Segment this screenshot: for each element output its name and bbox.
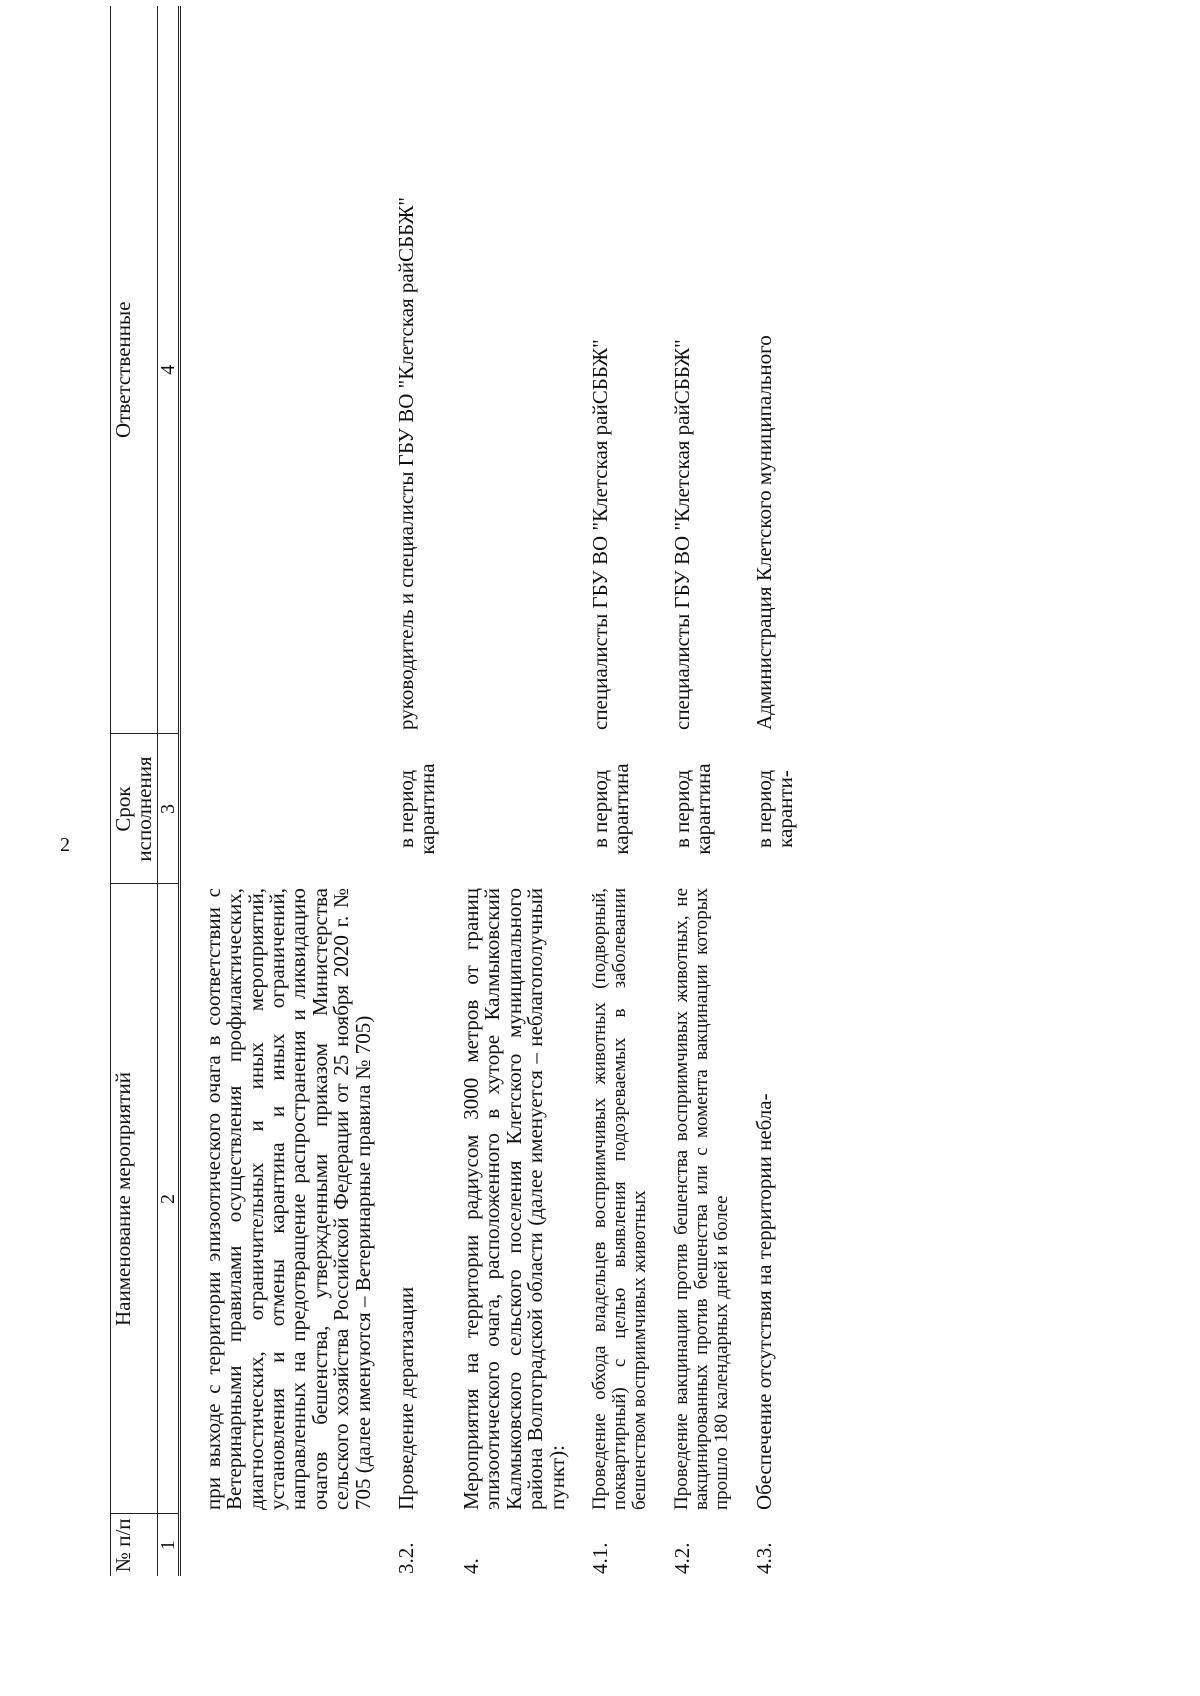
column-number: 4	[157, 6, 179, 734]
table-row	[179, 6, 396, 1576]
table-header-row	[111, 6, 158, 1576]
column-number: 2	[157, 884, 179, 1514]
row-number: 4.	[458, 1558, 483, 1574]
header-deadline: Срок исполнения	[111, 734, 158, 884]
row-deadline: в период каранти-	[751, 769, 797, 849]
column-number: 1	[157, 1514, 179, 1576]
row-responsible	[461, 6, 590, 734]
row-responsible: специалисты ГБУ ВО "Клетская райСББЖ"	[669, 339, 694, 730]
row-deadline	[179, 734, 396, 884]
row-number	[179, 1514, 396, 1576]
row-responsible: специалисты ГБУ ВО "Клетская райСББЖ"	[587, 339, 612, 730]
row-number: 4.3.	[751, 1542, 776, 1574]
header-measures: Наименование мероприятий	[111, 884, 158, 1514]
row-number: 3.2.	[394, 1542, 419, 1574]
row-responsible	[179, 6, 396, 734]
row-measure: Мероприятия на территории радиусом 3000 метров от границ эпизоотического очага, расположенного в хуторе Калмыковский Калмыковского сельского поселения Клетского муниципального района Волгоградской области (далее именуется – неблагополучный пункт):	[458, 888, 569, 1510]
row-responsible: руководитель и специалисты ГБУ ВО "Клетская райСББЖ"	[394, 197, 419, 730]
page-number: 2	[60, 834, 70, 856]
row-deadline: в период карантина	[587, 763, 634, 855]
header-number: № п/п	[111, 1514, 158, 1576]
row-measure: Проведение дератизации	[394, 1286, 419, 1510]
row-responsible: Администрация Клетского муниципального	[751, 335, 776, 730]
row-measure: Обеспечение отсутствия на территории небла-	[751, 1093, 776, 1510]
row-deadline: в период карантина	[669, 763, 716, 855]
measures-table	[110, 6, 818, 1576]
table-row	[590, 6, 672, 1576]
table-row	[672, 6, 754, 1576]
column-numbers-row	[157, 6, 179, 1576]
header-responsible: Ответственные	[111, 6, 158, 734]
table-row	[754, 6, 819, 1576]
column-number: 3	[157, 734, 179, 884]
row-number: 4.1.	[587, 1542, 612, 1574]
row-deadline	[461, 734, 590, 884]
row-measure: Проведение обхода владельцев восприимчивых животных (подворный, поквартирный) с целью выявления подозреваемых в заболевании бешенством восприимчивых животных	[588, 888, 650, 1510]
row-deadline: в период карантина	[394, 763, 440, 855]
row-number: 4.2.	[669, 1542, 694, 1574]
table-row	[461, 6, 590, 1576]
row-measure: при выходе с территории эпизоотического очага в соответствии с Ветеринарными правилами осуществления профилактических, диагностических, ограничительных и иных мероприятий, установления и отмены карантина и иных ограничений, направленных на предотвращение распространения и ликвидацию очагов бешенства, утвержденными приказом Министерства сельского хозяйства Российской Федерации от 25 ноября 2020 г. № 705 (далее именуются – Ветеринарные правила № 705)	[200, 888, 375, 1510]
row-measure: Проведение вакцинации против бешенства восприимчивых животных, не вакцинированных против бешенства или с момента вакцинации которых прошло 180 календарных дней и более	[670, 888, 732, 1510]
table-row	[396, 6, 461, 1576]
